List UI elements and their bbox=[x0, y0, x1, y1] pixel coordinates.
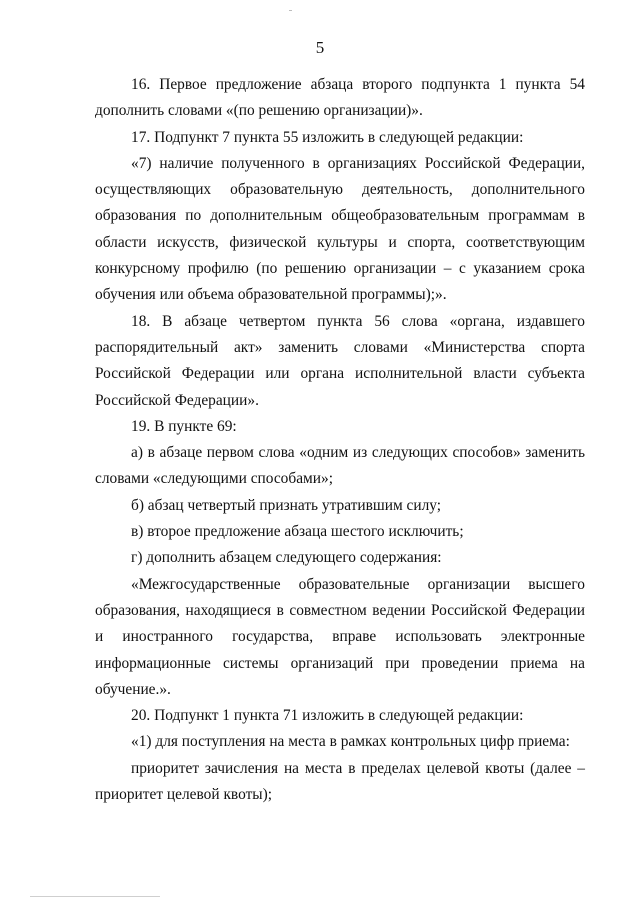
paragraph-20: 20. Подпункт 1 пункта 71 изложить в следующей редакции: bbox=[131, 707, 524, 725]
paragraph-19: 19. В пункте 69: bbox=[131, 417, 237, 435]
paragraph-19-item-a: а) в абзаце первом слова «одним из следующих способов» заменить словами «следующими способами»; bbox=[95, 444, 585, 488]
paragraph-19-item-v: в) второе предложение абзаца шестого исключить; bbox=[131, 523, 464, 541]
scan-artifact-bottom bbox=[30, 896, 160, 897]
paragraph-17-subitem-7: «7) наличие полученного в организациях Российской Федерации, осуществляющих образовательную деятельность, дополнительного образования по дополнительным общеобразовательным программам в области искусств, физической культуры и спорта, соответствующим конкурсному профилю (по решению организации – с указанием срока обучения или объема образовательной программы);». bbox=[95, 154, 585, 304]
paragraph-19-item-g: г) дополнить абзацем следующего содержания: bbox=[131, 549, 442, 567]
paragraph-18: 18. В абзаце четвертом пункта 56 слова «органа, издавшего распорядительный акт» заменить словами «Министерства спорта Российской Федерации или органа исполнительной власти субъекта Российской Федерации». bbox=[95, 312, 585, 409]
paragraph-20-target-quota: приоритет зачисления на места в пределах целевой квоты (далее – приоритет целевой квоты); bbox=[95, 759, 585, 804]
scan-artifact bbox=[289, 10, 292, 11]
document-body bbox=[95, 72, 585, 808]
page-number: 5 bbox=[315, 38, 325, 57]
paragraph-16: 16. Первое предложение абзаца второго подпункта 1 пункта 54 дополнить словами «(по решению организации)». bbox=[95, 76, 585, 120]
paragraph-19-new-text: «Межгосударственные образовательные организации высшего образования, находящиеся в совместном ведении Российской Федерации и иностранного государства, вправе использовать электронные информационные системы организаций при проведении приема на обучение.». bbox=[95, 575, 585, 698]
paragraph-19-item-b: б) абзац четвертый признать утратившим силу; bbox=[131, 496, 442, 514]
paragraph-20-subitem-1: «1) для поступления на места в рамках контрольных цифр приема: bbox=[131, 733, 570, 751]
paragraph-17: 17. Подпункт 7 пункта 55 изложить в следующей редакции: bbox=[131, 128, 524, 146]
